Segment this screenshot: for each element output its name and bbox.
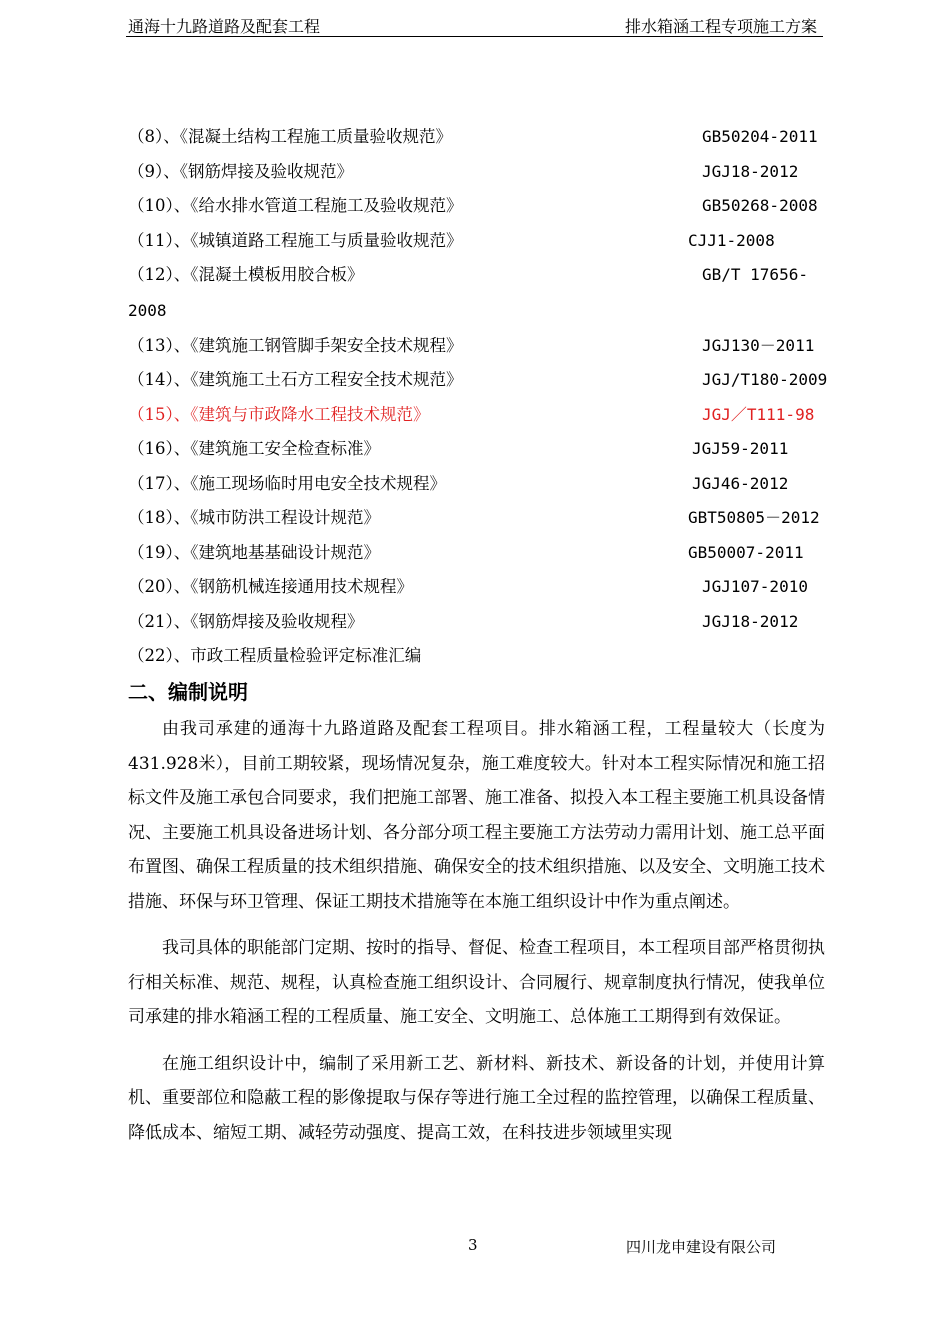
reference-item bbox=[128, 189, 828, 224]
reference-title: 《混凝土结构工程施工质量验收规范》 bbox=[179, 127, 452, 146]
reference-number: （18）、 bbox=[128, 508, 191, 527]
reference-title: 《钢筋机械连接通用技术规程》 bbox=[190, 577, 413, 596]
reference-item bbox=[128, 258, 828, 293]
reference-standards-list bbox=[128, 120, 828, 674]
reference-item bbox=[128, 432, 828, 467]
reference-item bbox=[128, 224, 828, 259]
reference-title: 《建筑地基基础设计规范》 bbox=[190, 542, 380, 562]
reference-title: 《城市防洪工程设计规范》 bbox=[190, 508, 380, 527]
reference-item bbox=[128, 363, 828, 398]
reference-number: （17）、 bbox=[128, 473, 191, 493]
reference-code: GB50204-2011 bbox=[702, 127, 818, 146]
reference-title: 《钢筋焊接及验收规程》 bbox=[190, 611, 364, 631]
reference-code-continuation: 2008 bbox=[128, 300, 167, 320]
reference-number: （9）、 bbox=[128, 161, 180, 181]
footer-company-name: 四川龙申建设有限公司 bbox=[626, 1238, 777, 1256]
reference-number: （10）、 bbox=[128, 196, 191, 215]
reference-title: 《给水排水管道工程施工及验收规范》 bbox=[190, 196, 463, 215]
reference-code: GB50268-2008 bbox=[702, 196, 818, 215]
section-body bbox=[128, 712, 825, 1162]
reference-number: （16）、 bbox=[128, 439, 191, 458]
reference-number: （22）、 bbox=[128, 646, 191, 665]
reference-code: JGJ/T180-2009 bbox=[702, 370, 828, 389]
section-heading: 二、编制说明 bbox=[128, 680, 248, 704]
reference-code: JGJ46-2012 bbox=[692, 473, 789, 493]
header-project-name: 通海十九路道路及配套工程 bbox=[128, 17, 321, 36]
reference-item bbox=[128, 120, 828, 155]
reference-title: 《建筑施工钢管脚手架安全技术规程》 bbox=[190, 335, 463, 355]
reference-number: （19）、 bbox=[128, 542, 191, 562]
reference-item bbox=[128, 398, 828, 433]
reference-title: 《建筑与市政降水工程技术规范》 bbox=[190, 404, 430, 424]
reference-item bbox=[128, 536, 828, 571]
reference-item bbox=[128, 605, 828, 640]
reference-number: （14）、 bbox=[128, 370, 191, 389]
reference-number: （13）、 bbox=[128, 335, 191, 355]
reference-title: 《混凝土模板用胶合板》 bbox=[190, 265, 364, 284]
reference-number: （8）、 bbox=[128, 127, 180, 146]
reference-code: JGJ59-2011 bbox=[692, 439, 789, 458]
reference-title: 《建筑施工安全检查标准》 bbox=[190, 439, 380, 458]
reference-code: JGJ18-2012 bbox=[702, 611, 799, 631]
reference-code: GB/T 17656- bbox=[702, 265, 808, 284]
reference-item bbox=[128, 155, 828, 190]
page-header bbox=[126, 12, 823, 37]
reference-code: JGJ130－2011 bbox=[702, 335, 815, 355]
reference-title: 《钢筋焊接及验收规范》 bbox=[179, 161, 353, 181]
header-document-title: 排水箱涵工程专项施工方案 bbox=[624, 17, 817, 36]
reference-number: （21）、 bbox=[128, 611, 191, 631]
reference-number: （15）、 bbox=[128, 404, 191, 424]
reference-title: 市政工程质量检验评定标准汇编 bbox=[190, 646, 422, 665]
reference-title: 《城镇道路工程施工与质量验收规范》 bbox=[190, 230, 463, 250]
reference-title: 《施工现场临时用电安全技术规程》 bbox=[190, 473, 446, 493]
reference-item bbox=[128, 639, 828, 674]
reference-number: （20）、 bbox=[128, 577, 191, 596]
reference-title: 《建筑施工土石方工程安全技术规范》 bbox=[190, 370, 463, 389]
body-paragraph: 在施工组织设计中，编制了采用新工艺、新材料、新技术、新设备的计划，并使用计算机、重要部位和隐蔽工程的影像提取与保存等进行施工全过程的监控管理，以确保工程质量、降低成本、缩短工期、减轻劳动强度、提高工效，在科技进步领域里实现 bbox=[128, 1053, 825, 1143]
body-paragraph: 我司具体的职能部门定期、按时的指导、督促、检查工程项目，本工程项目部严格贯彻执行相关标准、规范、规程，认真检查施工组织设计、合同履行、规章制度执行情况，使我单位司承建的排水箱涵工程的工程质量、施工安全、文明施工、总体施工工期得到有效保证。 bbox=[128, 938, 825, 1027]
reference-code: GBT50805－2012 bbox=[688, 508, 820, 527]
reference-code: JGJ18-2012 bbox=[702, 161, 799, 181]
reference-code: GB50007-2011 bbox=[688, 542, 804, 562]
reference-item bbox=[128, 329, 828, 364]
reference-number: （11）、 bbox=[128, 230, 191, 250]
body-paragraph: 由我司承建的通海十九路道路及配套工程项目。排水箱涵工程，工程量较大（长度为431.928米），目前工期较紧，现场情况复杂，施工难度较大。针对本工程实际情况和施工招标文件及施工承包合同要求，我们把施工部署、施工准备、拟投入本工程主要施工机具设备情况、主要施工机具设备进场计划、各分部分项工程主要施工方法劳动力需用计划、施工总平面布置图、确保工程质量的技术组织措施、确保安全的技术组织措施、以及安全、文明施工技术措施、环保与环卫管理、保证工期技术措施等在本施工组织设计中作为重点阐述。 bbox=[128, 719, 825, 912]
reference-code: JGJ／T111-98 bbox=[702, 404, 815, 424]
reference-item bbox=[128, 467, 828, 502]
page-number: 3 bbox=[468, 1236, 478, 1254]
reference-code: JGJ107-2010 bbox=[702, 577, 808, 596]
reference-item bbox=[128, 501, 828, 536]
reference-item bbox=[128, 570, 828, 605]
reference-code: CJJ1-2008 bbox=[688, 230, 775, 250]
reference-number: （12）、 bbox=[128, 265, 191, 284]
